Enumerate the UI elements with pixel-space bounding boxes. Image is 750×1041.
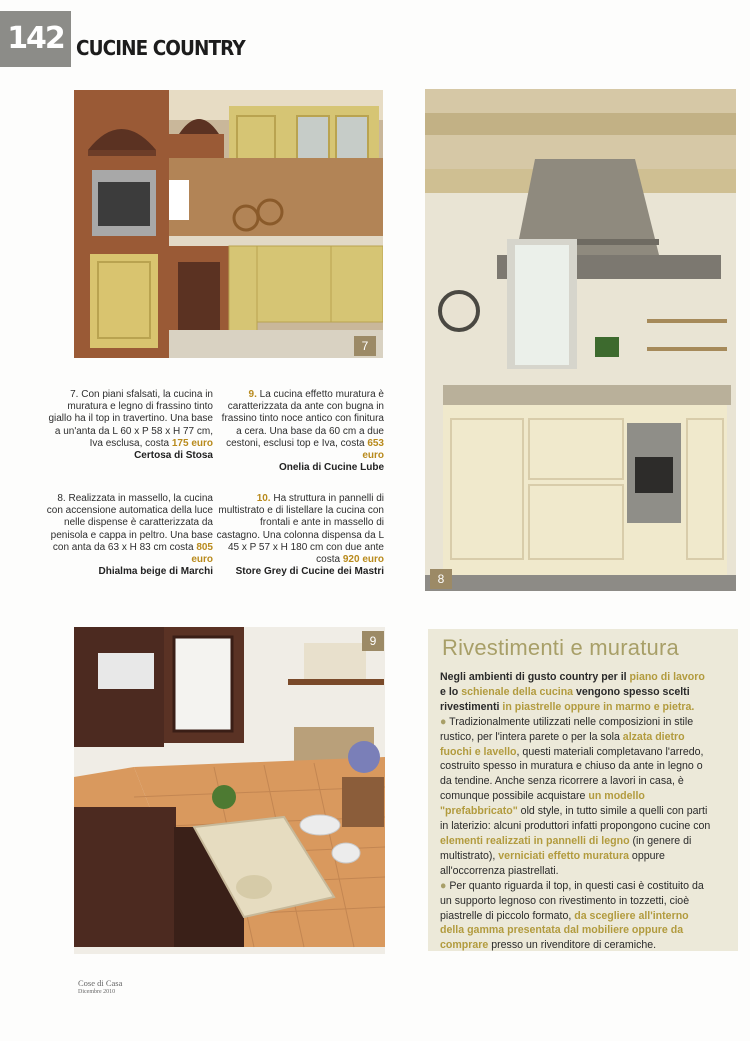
caption-8-number: 8. <box>57 493 66 504</box>
box-title: Rivestimenti e muratura <box>442 635 679 660</box>
caption-10-price: 920 euro <box>342 554 384 566</box>
box-p1-c: vengono spesso scelti rivestimenti <box>440 685 690 713</box>
caption-9-price: 653 euro <box>362 437 384 462</box>
sidebar-box <box>428 629 738 951</box>
box-p2-d: (in genere di multistrato), <box>440 834 692 862</box>
footer-date: Dicembre 2010 <box>78 989 116 995</box>
caption-9 <box>216 389 384 474</box>
footer-magazine: Cose di Casa <box>78 978 123 988</box>
caption-10-text: Ha struttura in pannelli di multistrato e di listellare la cucina con frontali e ante in massello di castagno. Una colonna dispensa da L 45 x P 57 x H 180 cm con due ante costa <box>216 493 384 566</box>
box-p3-a: Per quanto riguarda il top, in questi casi è costituito da un supporto legnoso con rivestimento in tozzetti, cioè piastrelle di piccolo formato, <box>440 879 704 922</box>
caption-7-text: Con piani sfalsati, la cucina in muratura e legno di frassino tinto giallo ha il top in travertino. Una base a un'anta da L 60 x P 58 x H 77 cm, Iva esclusa, costa <box>48 389 213 449</box>
caption-10-number: 10. <box>256 493 271 504</box>
bullet-icon: ● <box>440 715 447 728</box>
box-p2-h1: alzata dietro fuochi e lavello <box>440 730 685 758</box>
caption-9-text: La cucina effetto muratura è caratterizzata da ante con bugna in frassino tinto noce antico con finitura a cera. Una base da 60 cm a due cestoni, esclusi top e Iva, costa <box>221 389 384 449</box>
caption-7-product: Certosa di Stosa <box>134 450 213 462</box>
bullet-icon: ● <box>440 879 447 892</box>
photo-kitchen-8 <box>425 89 736 591</box>
box-p1-h1: piano di lavoro <box>629 671 705 683</box>
box-p3-h1: da scegliere all'interno della gamma presentata dal mobiliere oppure da comprare <box>440 909 689 952</box>
box-p2-a: Tradizionalmente utilizzati nelle composizioni in stile rustico, per l'intera parete o per la sola <box>440 715 694 743</box>
photo-number-9: 9 <box>362 631 384 651</box>
box-p1-a: Negli ambienti di gusto country per il <box>440 671 630 683</box>
box-p2-c: old style, in tutto simile a quelli con parti in laterizio: alcuni produttori infatti propongono cucine con <box>440 805 711 833</box>
caption-8-product: Dhialma beige di Marchi <box>98 566 213 578</box>
caption-7 <box>45 389 213 462</box>
caption-8-text: Realizzata in massello, la cucina con accensione automatica della luce nelle dispense è caratterizzata da penisola e cappa in peltro. Una base con anta da 63 x H 83 cm costa <box>46 493 213 553</box>
box-p2-e: oppure all'occorrenza piastrellati. <box>440 849 665 877</box>
caption-7-price: 175 euro <box>171 437 213 449</box>
photo-number-8: 8 <box>430 569 452 589</box>
footer <box>78 978 122 995</box>
box-p1-b: e lo <box>440 685 462 698</box>
box-p3-b: presso un rivenditore di ceramiche. <box>488 939 657 952</box>
page-number: 142 <box>0 11 71 67</box>
photo-number-7: 7 <box>354 336 376 356</box>
box-p2-h2: un modello "prefabbricato" <box>440 790 645 818</box>
caption-10-product: Store Grey di Cucine dei Mastri <box>235 566 384 578</box>
caption-8 <box>45 493 213 578</box>
photo-kitchen-7 <box>74 90 383 358</box>
caption-10 <box>216 493 384 578</box>
box-p1-h2: schienale della cucina <box>461 685 574 698</box>
box-p1-h3: in piastrelle oppure in marmo e pietra. <box>502 700 695 713</box>
box-p2-h3: elementi realizzati in pannelli di legno <box>440 834 630 847</box>
box-p2-b: , questi materiali completavano l'arredo, costruito spesso in muratura e chiuso da ante in legno o da tendine. Anche senza ricorrere a lavori in casa, è comunque possibile acquistare <box>440 745 704 803</box>
box-body <box>440 670 712 953</box>
caption-8-price: 805 euro <box>191 541 213 566</box>
box-p2-h4: verniciati effetto muratura <box>498 849 629 862</box>
caption-9-product: Onelia di Cucine Lube <box>278 462 384 474</box>
section-title: CUCINE COUNTRY <box>76 36 245 60</box>
caption-9-number: 9. <box>248 389 257 400</box>
caption-7-number: 7. <box>70 389 79 400</box>
photo-kitchen-9 <box>74 627 385 954</box>
